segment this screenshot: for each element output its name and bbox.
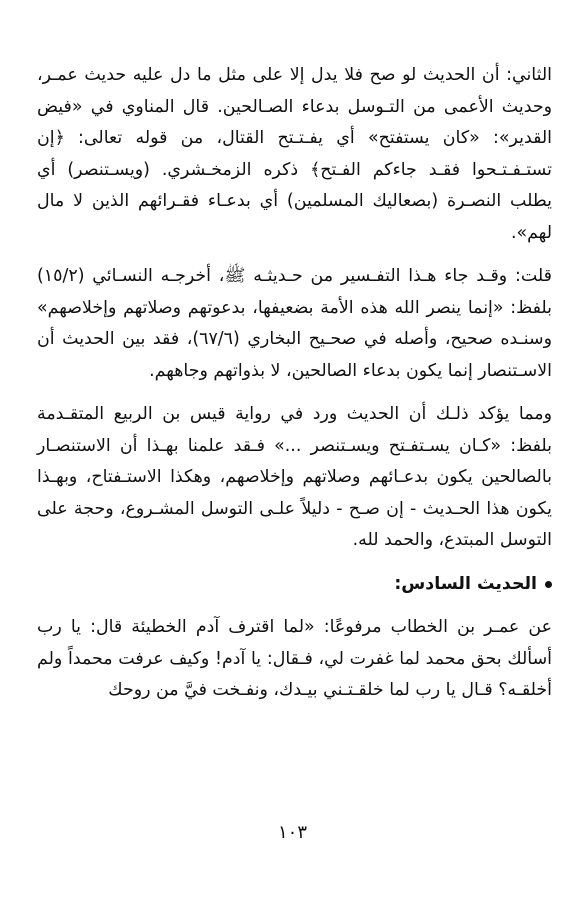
paragraph-second-argument: الثاني: أن الحديث لو صح فلا يدل إلا على مثل ما دل عليه حديث عمـر، وحديث الأعمى من التـوسل بدعاء الصـالحين. قال المناوي في «فيض القدير»: «كان يستفتح» أي يفـتـتح القتال، من قوله تعالى: ﴿إن تستـفـتـحوا فقـد جاءكم الفـتح﴾ ذكره الزمخـشري. (ويسـتنصر) أي يطلب النصـرة (بصعاليك المسلمين) أي بدعـاء فقـرائهم الذين لا مال لهم». <box>37 65 552 243</box>
paragraph-supporting-narration: ومما يؤكد ذلـك أن الحديث ورد في رواية قيس بن الربيع المتقـدمة بلفظ: «كـان يسـتفـتح ويسـتنصر ...» فـقد علمنا بهـذا أن الاستنصـار بالصالحين يكون بدعـائهم وصلاتهم وإخلاصهم، وهكذا الاستـفتاح، وبهـذا يكون هذا الحـديث - إن صـح - دليلاً علـى التوسل المشـروع، وحجة على التوسل المبتدع، والحمد لله. <box>37 404 552 550</box>
section-heading-text: الحديث السادس: <box>394 573 537 594</box>
paragraph-author-comment: قلت: وقـد جاء هـذا التفـسير من حـديثـه ﷺ، أخرجـه النسـائي (١٥/٢) بلفظ: «إنما ينصر الله هذه الأمة بضعيفها، بدعوتهم وصلاتهم وإخلاصهم» وسنـده صحيح، وأصله في صحـيح البخاري (٦٧/٦)، فقد بين الحديث أن الاسـتنصار إنما يكون بدعاء الصالحين، لا بذواتهم وجاههم. <box>37 266 552 381</box>
paragraph-gap <box>37 387 552 399</box>
paragraph-gap <box>37 249 552 261</box>
paragraph-sixth-hadith: عن عمـر بن الخطاب مرفوعًا: «لما اقترف آدم الخطيئة قال: يا رب أسألك بحق محمد لما غفرت لي، فـقال: يا آدم! وكيف عرفت محمداً ولم أخلقـه؟ قـال يا رب لما خلقـتـني بيـدك، ونفـخت فيَّ من روحك <box>37 617 552 700</box>
section-heading <box>37 569 552 601</box>
paragraph-gap <box>37 600 552 612</box>
bullet-icon <box>545 581 552 588</box>
book-page <box>37 60 552 850</box>
page-number: ١٠٣ <box>277 822 307 843</box>
paragraph-gap <box>37 557 552 569</box>
